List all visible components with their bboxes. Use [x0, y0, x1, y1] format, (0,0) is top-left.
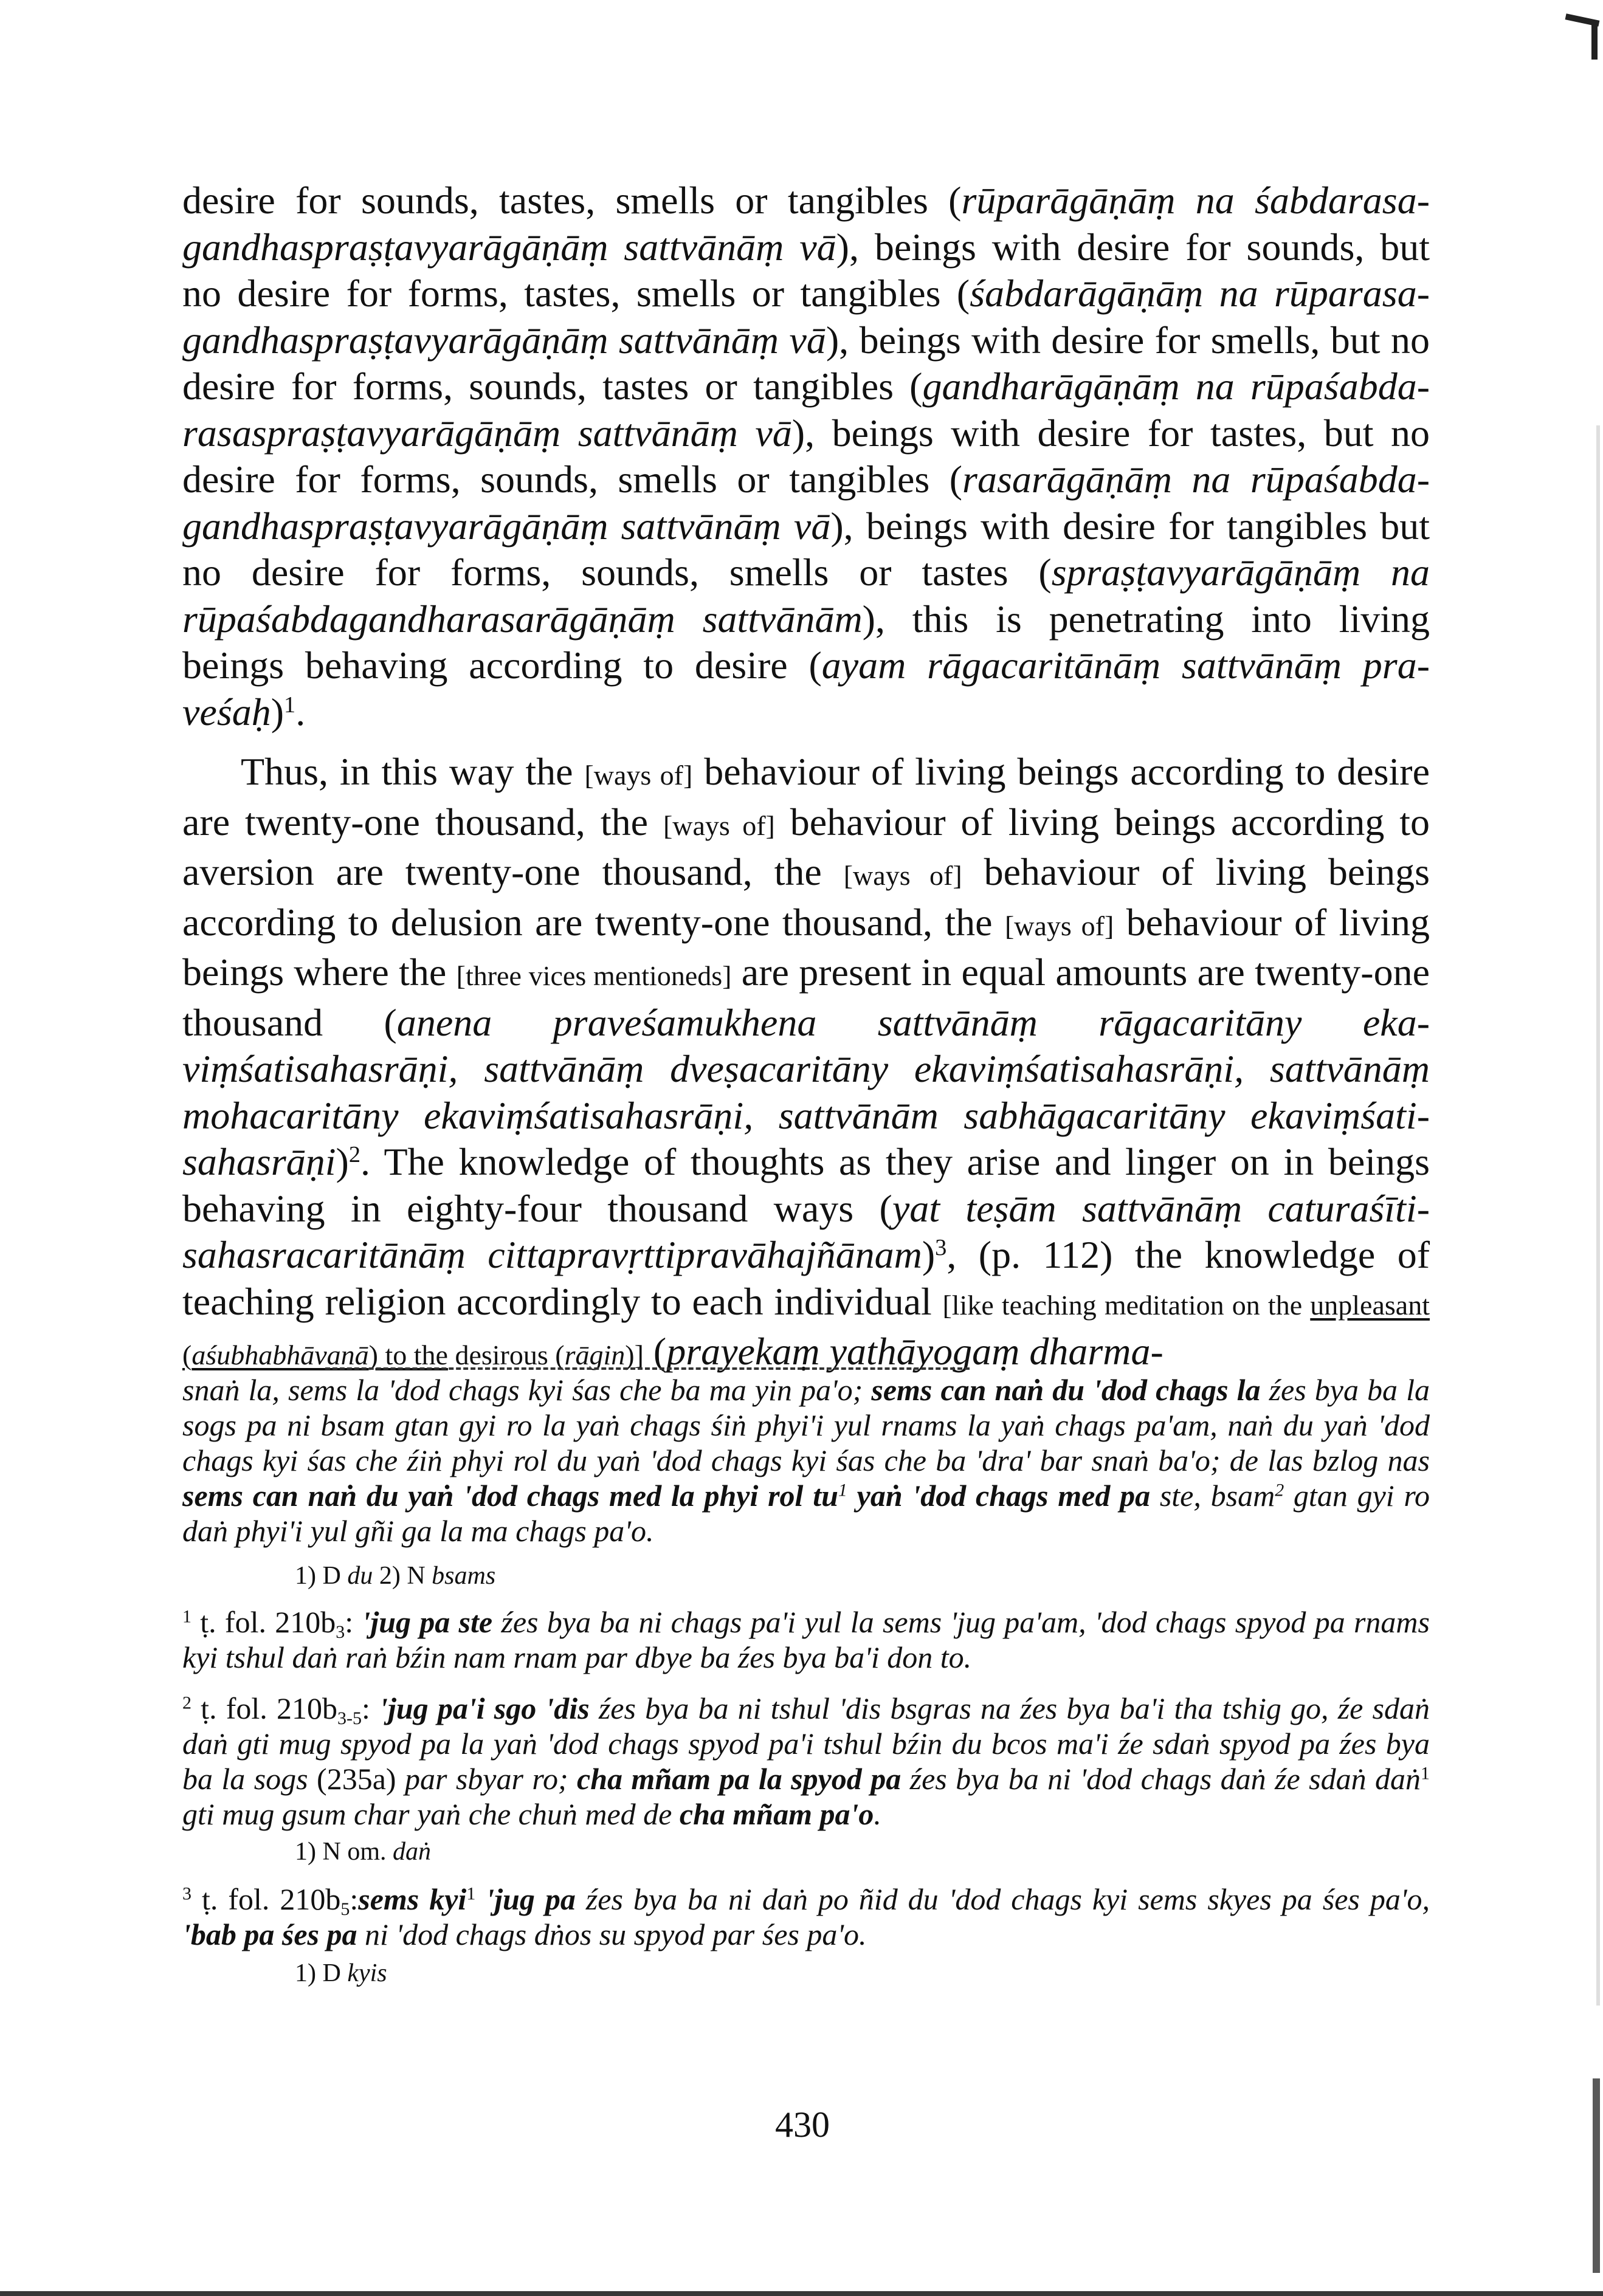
text-run: (	[643, 1330, 667, 1373]
text-run: Thus, in this way the	[241, 750, 585, 793]
footnote-1-text	[182, 1604, 1430, 1675]
text-run: , (p. 112) the knowledge of teaching religion accordingly to each individual	[182, 1233, 1430, 1323]
tibetan-run: źes bya ba ni tshul 'dis bsgras na źes bya ba'i tha tshig go, źe sdaṅ daṅ gti mug spyod pa la yaṅ 'dod chags spyod pa'i tshul bźin du bcos ma'i źe sdaṅ spyod pa źes bya ba la sogs	[182, 1691, 1430, 1796]
footnote-source: ṭ. fol. 210b	[191, 1882, 341, 1916]
sanskrit-run: rasarāgāṇāṃ na rūpaśabda-	[962, 458, 1430, 501]
text-run: beings behaving according to desire (	[182, 644, 822, 687]
tibetan-lemma: yaṅ 'dod chags med pa	[847, 1479, 1151, 1513]
tibetan-lemma: 'bab pa śes pa	[182, 1917, 357, 1951]
text-run: )	[922, 1233, 936, 1276]
text-run: ), this is penetrating into living	[862, 597, 1430, 641]
variant-text: 1) D	[295, 1959, 348, 1987]
text-run: behaviour of living beings where the	[182, 900, 1430, 994]
sanskrit-run: prayekaṃ yathāyogaṃ dharma-	[666, 1330, 1163, 1373]
folio-line: 5	[340, 1899, 350, 1919]
tibetan-lemma: 'jug pa ste	[362, 1605, 493, 1639]
sanskrit-run: rūpaśabdagandharasarāgāṇāṃ sattvānām	[182, 597, 863, 641]
editorial-insertion: desirous (	[447, 1339, 565, 1370]
footnote-3	[182, 1882, 1430, 1952]
folio-mark: (235a)	[317, 1762, 396, 1796]
tibetan-lemma: cha mñam pa'o	[679, 1797, 874, 1831]
scan-edge-mark	[1593, 2078, 1600, 2273]
paragraph-2-text	[182, 749, 1430, 1379]
footnote-separator	[325, 1367, 970, 1370]
tibetan-run: źes bya ba la sogs pa ni bsam gtan gyi ro la yaṅ chags śiṅ phyi'i yul rnams la yaṅ chags pa'am, naṅ du yaṅ 'dod chags kyi śas che źiṅ phyi rol du yaṅ 'dod chags kyi śas che ba 'dra' bar snaṅ ba'o; de las bzlog nas	[182, 1373, 1430, 1477]
text-run: behaviour of living beings according to delusion are twenty-one thousand, the	[182, 850, 1430, 944]
text-run: .	[295, 690, 306, 734]
sanskrit-run: anena praveśamukhena sattvānāṃ rāgacaritāny eka-viṃśatisahasrāṇi, sattvānāṃ dveṣacaritāny ekaviṃśatisahasrāṇi, sattvānāṃ mohacaritāny ekaviṃśatisahasrāṇi, sattvānām sabhāgacaritāny ekaviṃśati-sahasrāṇi	[182, 1000, 1430, 1183]
tibetan-run: par sbyar ro;	[396, 1762, 577, 1796]
text-run: ), beings with desire for tastes, but no	[791, 411, 1430, 455]
variant-readings	[295, 1561, 495, 1591]
footnote-number: 3	[182, 1883, 191, 1904]
tibetan-run: ni 'dod chags dṅos su spyod par śes pa'o.	[357, 1917, 867, 1951]
sanskrit-run: aśubhabhāvanā	[191, 1339, 369, 1370]
footnote-continuation	[182, 1372, 1430, 1548]
text-run: ), beings with desire for tangibles	[830, 504, 1368, 548]
sanskrit-run: veśaḥ	[182, 690, 271, 734]
sanskrit-run: rāgin	[564, 1339, 626, 1370]
editorial-insertion: [three vices mentioneds]	[456, 960, 732, 991]
text-run: no desire for forms, tastes, smells or tangibles (	[182, 272, 970, 315]
paragraph-1	[182, 177, 1430, 735]
text-run: desire for sounds, tastes, smells or tangibles (	[182, 179, 962, 222]
tibetan-run: źes bya ba ni chags pa'i yul la sems 'jug pa'am, 'dod chags spyod pa rnams kyi tshul daṅ raṅ bźin nam rnam par dbye ba źes bya ba'i don to.	[182, 1605, 1430, 1674]
tibetan-lemma: cha mñam pa la spyod pa	[577, 1762, 901, 1796]
text-run: )	[336, 1140, 349, 1183]
text-run: . The knowledge of thoughts as they arise and linger on in beings behaving in eighty-four thousand ways (	[182, 1140, 1430, 1230]
text-run: ) to the	[368, 1339, 448, 1370]
text-run: desire for forms, sounds, smells or tangibles (	[182, 458, 963, 501]
footnote-source: ṭ. fol. 210b	[191, 1691, 337, 1725]
variant-ref: 1	[1420, 1763, 1430, 1784]
text-run: :	[350, 1882, 359, 1916]
footnote-2-text	[182, 1691, 1430, 1832]
footnote-number: 2	[182, 1693, 191, 1713]
sanskrit-run: gandhaspraṣṭavyarāgāṇāṃ sattvānāṃ vā	[182, 225, 836, 269]
scan-edge-mark	[1591, 21, 1598, 60]
tibetan-lemma: sems can naṅ du 'dod chags la	[871, 1373, 1261, 1407]
tibetan-lemma: sems kyi	[358, 1882, 467, 1916]
sanskrit-run: rasaspraṣṭavyarāgāṇāṃ sattvānāṃ vā	[182, 411, 792, 455]
variant-word: daṅ	[393, 1838, 431, 1866]
tibetan-run: źes bya ba ni 'dod chags daṅ źe sdaṅ daṅ	[901, 1762, 1421, 1796]
sanskrit-run: rūparāgāṇāṃ na śabdarasa-	[961, 179, 1430, 222]
paragraph-2	[182, 749, 1430, 1379]
variant-ref: 1	[838, 1480, 847, 1500]
tibetan-run: źes bya ba ni daṅ po ñid du 'dod chags kyi sems skyes pa śes pa'o,	[575, 1882, 1430, 1916]
sanskrit-run: yat teṣām sattvānāṃ caturaśīti-sahasracaritānāṃ cittapravṛttipravāhajñānam	[182, 1186, 1430, 1276]
variant-word: bsams	[432, 1562, 496, 1590]
tibetan-lemma: 'jug pa	[475, 1882, 576, 1916]
sanskrit-run: spraṣṭavyarāgāṇāṃ na	[1051, 551, 1430, 594]
sanskrit-run: gandharāgāṇāṃ na rūpaśabda-	[922, 365, 1430, 408]
folio-line: 3-5	[337, 1708, 362, 1728]
tibetan-run: gtan gyi ro daṅ phyi'i yul gñi ga la ma chags pa'o.	[182, 1479, 1430, 1548]
text-run: but no desire for forms, sounds, smells or tastes (	[182, 504, 1430, 594]
tibetan-run: gti mug gsum char yaṅ che chuṅ med de	[182, 1797, 680, 1831]
footnote-number: 1	[182, 1606, 191, 1627]
text-run: :	[361, 1691, 380, 1725]
editorial-insertion: [like teaching meditation on the	[942, 1289, 1311, 1321]
variant-readings	[295, 1837, 431, 1867]
footnote-ref: 2	[348, 1141, 361, 1167]
footnote-ref: 3	[935, 1234, 947, 1260]
footnote-3-text	[182, 1882, 1430, 1952]
variant-word: kyis	[347, 1959, 387, 1987]
paragraph-1-text	[182, 177, 1430, 735]
editorial-insertion: [ways of]	[1004, 910, 1114, 941]
editorial-insertion: [ways of]	[663, 809, 775, 841]
text-run: behaviour of living beings according to desire are twenty-one thousand, the	[182, 750, 1430, 844]
sanskrit-run: ayam rāgacaritānāṃ sattvānāṃ pra-	[821, 644, 1430, 687]
variant-word: du	[347, 1562, 373, 1590]
variant-text: 1) N om.	[295, 1838, 393, 1866]
text-run: ), beings with desire for sounds, but	[836, 225, 1430, 269]
variant-ref: 1	[466, 1883, 476, 1904]
sanskrit-run: gandhaspraṣṭavyarāgāṇāṃ sattvānāṃ vā	[182, 318, 826, 362]
text-run: behaviour of living beings according to aversion are twenty-one thousand, the	[182, 800, 1430, 893]
variant-text: 1) D	[295, 1562, 348, 1590]
tibetan-run: ste, bsam	[1150, 1479, 1275, 1513]
page-number: 430	[775, 2105, 830, 2145]
editorial-insertion: )]	[625, 1339, 644, 1370]
tibetan-lemma: sems can naṅ du yaṅ 'dod chags med la phyi rol tu	[182, 1479, 838, 1513]
footnote-source: ṭ. fol. 210b	[191, 1605, 336, 1639]
folio-line: 3	[336, 1622, 345, 1642]
text-run: are present in equal amounts are twenty-one thousand (	[182, 950, 1430, 1044]
footnote-1	[182, 1604, 1430, 1675]
tibetan-run: .	[874, 1797, 881, 1831]
variant-ref: 2	[1275, 1480, 1284, 1500]
text-run: )	[271, 690, 284, 734]
text-run: :	[345, 1605, 362, 1639]
text-run: ), beings with desire for smells, but	[826, 318, 1381, 362]
editorial-insertion: [ways of]	[843, 860, 962, 891]
text-run: unpleasant (	[182, 1289, 1430, 1370]
text-run: no desire for forms, sounds, tastes or tangibles (	[182, 318, 1430, 408]
footnote-continuation-text	[182, 1372, 1430, 1548]
tibetan-lemma: 'jug pa'i sgo 'dis	[379, 1691, 590, 1725]
tibetan-run: snaṅ la, sems la 'dod chags kyi śas che ba ma yin pa'o;	[182, 1373, 872, 1407]
scan-edge-mark	[1596, 425, 1600, 2006]
scan-edge-mark	[0, 2291, 1603, 2296]
editorial-insertion: [ways of]	[584, 760, 693, 791]
footnote-2	[182, 1691, 1430, 1832]
sanskrit-run: gandhaspraṣṭavyarāgāṇāṃ sattvānāṃ vā	[182, 504, 831, 548]
variant-text: 2) N	[373, 1562, 432, 1590]
sanskrit-run: śabdarāgāṇāṃ na rūparasa-	[970, 272, 1430, 315]
footnote-ref: 1	[284, 692, 296, 718]
variant-readings	[295, 1958, 387, 1988]
